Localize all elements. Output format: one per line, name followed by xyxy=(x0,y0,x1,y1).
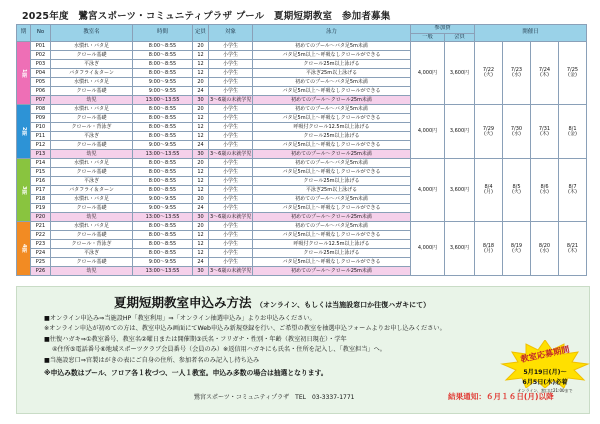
date-weekday: (火) xyxy=(484,130,493,137)
date-weekday: (木) xyxy=(568,189,577,195)
class-aim: 初めてのプール〜バタ足5m未満 xyxy=(253,159,411,168)
class-date xyxy=(559,42,587,105)
class-number: P26 xyxy=(31,267,51,276)
class-number: P24 xyxy=(31,249,51,258)
fee-member: 3,600円 xyxy=(445,222,475,276)
class-time: 13:00〜13:55 xyxy=(133,150,193,159)
header-fee-member: 会員 xyxy=(445,34,475,42)
header-aim: 泳力 xyxy=(253,25,411,42)
class-number: P04 xyxy=(31,69,51,78)
class-time: 9:00〜9:55 xyxy=(133,204,193,213)
class-aim: 初めてのプール〜クロール25m未満 xyxy=(253,150,411,159)
class-number: P10 xyxy=(31,123,51,132)
class-number: P14 xyxy=(31,159,51,168)
badge-end: 6月5日(木)必着 xyxy=(522,379,568,386)
date-day: 8/18 xyxy=(482,242,495,249)
class-number: P05 xyxy=(31,78,51,87)
header-target: 対象 xyxy=(209,25,253,42)
application-online-note: ※オンライン申込が初めての方は、教室申込み画面にてWeb申込み新規登録を行い、ご希望の教室を抽選申込フォームよりお申し込みください。 xyxy=(44,325,446,332)
application-postcard-detail: ④住所⑤電話番号⑥地域スポーツクラブ会員番号（会員のみ）※返信用ハガキにも氏名・住所を記入し、「教室担当」へ。 xyxy=(52,346,386,353)
date-day: 7/24 xyxy=(538,67,551,73)
application-counter: ■当施設窓口⇒官製はがきの表にご自身の住所、参加者名のみ記入し持ち込み xyxy=(44,357,260,364)
class-target: 小学生 xyxy=(209,195,253,204)
class-target: 小学生 xyxy=(209,105,253,114)
class-time: 8:00〜8:55 xyxy=(133,249,193,258)
class-capacity: 12 xyxy=(193,177,209,186)
class-date xyxy=(559,222,587,276)
date-day: 7/23 xyxy=(510,67,523,73)
date-day: 8/5 xyxy=(512,184,521,190)
class-date xyxy=(559,159,587,222)
date-day: 8/19 xyxy=(510,242,523,249)
date-weekday: (火) xyxy=(512,247,521,254)
class-name: 水慣れ・バタ足 xyxy=(51,159,133,168)
schedule-table xyxy=(16,24,587,276)
header-no: No xyxy=(31,25,51,42)
class-target: 小学生 xyxy=(209,249,253,258)
class-time: 8:00〜8:55 xyxy=(133,114,193,123)
class-capacity: 12 xyxy=(193,132,209,141)
class-aim: 初めてのプール〜バタ足5m未満 xyxy=(253,42,411,51)
class-target: 小学生 xyxy=(209,78,253,87)
class-target: 小学生 xyxy=(209,159,253,168)
class-number: P22 xyxy=(31,231,51,240)
class-number: P06 xyxy=(31,87,51,96)
class-time: 13:00〜13:55 xyxy=(133,267,193,276)
class-capacity: 30 xyxy=(193,96,209,105)
class-capacity: 20 xyxy=(193,222,209,231)
contact-line: 鷺宮スポーツ・コミュニティプラザ TEL 03-3337-1771 xyxy=(194,394,355,401)
class-time: 9:00〜9:55 xyxy=(133,78,193,87)
class-aim: 初めてのプール〜クロール25m未満 xyxy=(253,96,411,105)
class-name: クロール基礎 xyxy=(51,141,133,150)
class-name: 幼児 xyxy=(51,267,133,276)
class-target: 小学生 xyxy=(209,141,253,150)
date-day: 7/31 xyxy=(538,125,551,132)
class-capacity: 20 xyxy=(193,105,209,114)
date-day: 7/30 xyxy=(510,125,523,132)
class-name: クロール基礎 xyxy=(51,87,133,96)
class-target: 小学生 xyxy=(209,177,253,186)
class-capacity: 12 xyxy=(193,186,209,195)
class-aim: 初めてのプール〜クロール25m未満 xyxy=(253,213,411,222)
class-aim: バタ足5m以上〜呼吸なしクロールができる xyxy=(253,231,411,240)
class-aim: 初めてのプール〜バタ足5m未満 xyxy=(253,105,411,114)
class-date xyxy=(503,159,531,222)
date-weekday: (水) xyxy=(512,130,521,137)
class-capacity: 12 xyxy=(193,231,209,240)
class-time: 8:00〜8:55 xyxy=(133,177,193,186)
class-aim: バタ足5m以上〜呼吸なしクロールができる xyxy=(253,51,411,60)
class-capacity: 30 xyxy=(193,267,209,276)
class-date xyxy=(559,105,587,159)
badge-start: 5月19日(月)〜 xyxy=(523,369,567,376)
class-capacity: 12 xyxy=(193,240,209,249)
class-number: P11 xyxy=(31,132,51,141)
class-capacity: 30 xyxy=(193,213,209,222)
class-number: P13 xyxy=(31,150,51,159)
date-weekday: (火) xyxy=(484,72,493,78)
date-weekday: (水) xyxy=(540,189,549,195)
class-time: 9:00〜9:55 xyxy=(133,195,193,204)
class-name: 水慣れ・バタ足 xyxy=(51,222,133,231)
class-capacity: 12 xyxy=(193,69,209,78)
class-number: P15 xyxy=(31,168,51,177)
date-weekday: (木) xyxy=(540,130,549,137)
class-number: P01 xyxy=(31,42,51,51)
class-date xyxy=(531,42,559,105)
class-time: 13:00〜13:55 xyxy=(133,213,193,222)
date-day: 8/20 xyxy=(538,242,551,249)
class-aim: バタ足5m以上〜呼吸なしクロールができる xyxy=(253,87,411,96)
class-name: 平泳ぎ xyxy=(51,132,133,141)
header-time: 時間 xyxy=(133,25,193,42)
class-time: 8:00〜8:55 xyxy=(133,123,193,132)
class-aim: 初めてのプール〜バタ足5m未満 xyxy=(253,222,411,231)
class-time: 9:00〜9:55 xyxy=(133,87,193,96)
class-name: 平泳ぎ xyxy=(51,249,133,258)
table-row xyxy=(17,105,587,114)
class-time: 8:00〜8:55 xyxy=(133,159,193,168)
class-number: P25 xyxy=(31,258,51,267)
class-number: P20 xyxy=(31,213,51,222)
application-online: ■オンライン申込み⇒当施設HP「教室利用」⇒「オンライン抽選申込み」よりお申込みください。 xyxy=(44,315,316,322)
class-name: クロール基礎 xyxy=(51,114,133,123)
class-date xyxy=(475,105,503,159)
class-time: 8:00〜8:55 xyxy=(133,69,193,78)
class-number: P18 xyxy=(31,195,51,204)
class-time: 8:00〜8:55 xyxy=(133,60,193,69)
date-weekday: (水) xyxy=(540,247,549,254)
class-aim: バタ足5m以上〜呼吸なしクロールができる xyxy=(253,204,411,213)
class-aim: 平泳ぎ25m以上泳げる xyxy=(253,186,411,195)
class-name: 水慣れ・バタ足 xyxy=(51,105,133,114)
fee-member: 3,600円 xyxy=(445,42,475,105)
class-capacity: 12 xyxy=(193,249,209,258)
class-aim: 初めてのプール〜バタ足5m未満 xyxy=(253,78,411,87)
class-number: P12 xyxy=(31,141,51,150)
class-number: P17 xyxy=(31,186,51,195)
class-capacity: 30 xyxy=(193,150,209,159)
class-number: P16 xyxy=(31,177,51,186)
class-time: 9:00〜9:55 xyxy=(133,258,193,267)
fee-general: 4,000円 xyxy=(411,105,445,159)
class-target: 小学生 xyxy=(209,240,253,249)
class-number: P03 xyxy=(31,60,51,69)
date-weekday: (火) xyxy=(512,189,521,195)
fee-member: 3,600円 xyxy=(445,159,475,222)
date-weekday: (金) xyxy=(568,72,577,78)
class-target: 小学生 xyxy=(209,123,253,132)
class-target: 小学生 xyxy=(209,258,253,267)
class-date xyxy=(503,105,531,159)
class-target: 小学生 xyxy=(209,51,253,60)
class-target: 小学生 xyxy=(209,114,253,123)
header-name: 教室名 xyxy=(51,25,133,42)
class-date xyxy=(503,222,531,276)
class-aim: バタ足5m以上〜呼吸なしクロールができる xyxy=(253,141,411,150)
class-target: 小学生 xyxy=(209,168,253,177)
class-target: 小学生 xyxy=(209,231,253,240)
class-name: 水慣れ・バタ足 xyxy=(51,195,133,204)
date-day: 8/21 xyxy=(566,242,579,249)
date-day: 8/4 xyxy=(484,184,493,190)
class-target: 小学生 xyxy=(209,132,253,141)
class-name: バタフライ＆ターン xyxy=(51,69,133,78)
application-period-badge xyxy=(502,344,588,394)
class-name: クロール基礎 xyxy=(51,258,133,267)
class-date xyxy=(531,105,559,159)
class-aim: バタ足5m以上〜呼吸なしクロールができる xyxy=(253,114,411,123)
class-aim: 呼吸付クロール12.5m以上泳げる xyxy=(253,123,411,132)
class-number: P21 xyxy=(31,222,51,231)
class-name: 水慣れ・バタ足 xyxy=(51,78,133,87)
fee-general: 4,000円 xyxy=(411,42,445,105)
class-target: 小学生 xyxy=(209,204,253,213)
class-capacity: 20 xyxy=(193,78,209,87)
application-limit-note: ※申込み数はプール、フロア各１枚づつ、一人１教室。申込み多数の場合は抽選となります。 xyxy=(44,369,328,377)
date-weekday: (木) xyxy=(540,72,549,78)
date-weekday: (木) xyxy=(568,247,577,254)
class-target: 小学生 xyxy=(209,186,253,195)
header-period: 期 xyxy=(17,25,31,42)
class-name: クロール基礎 xyxy=(51,168,133,177)
class-capacity: 12 xyxy=(193,114,209,123)
period-label: 1期 xyxy=(17,42,31,105)
fee-general: 4,000円 xyxy=(411,159,445,222)
class-capacity: 24 xyxy=(193,87,209,96)
class-time: 8:00〜8:55 xyxy=(133,105,193,114)
class-name: 幼児 xyxy=(51,150,133,159)
date-weekday: (金) xyxy=(568,130,577,137)
class-target: 3〜6歳の未就学児 xyxy=(210,96,252,103)
class-time: 13:00〜13:55 xyxy=(133,96,193,105)
date-day: 7/29 xyxy=(482,125,495,132)
class-date xyxy=(475,222,503,276)
class-capacity: 12 xyxy=(193,123,209,132)
class-name: クロール・背泳ぎ xyxy=(51,123,133,132)
class-aim: クロール25m以上泳げる xyxy=(253,249,411,258)
class-name: 幼児 xyxy=(51,96,133,105)
fee-general: 4,000円 xyxy=(411,222,445,276)
class-capacity: 24 xyxy=(193,141,209,150)
period-label: 3期 xyxy=(17,159,31,222)
result-notice: 結果通知：６月１６日(月)以降 xyxy=(448,392,554,401)
application-subtitle: （オンライン、もしくは当施設窓口か往復ハガキにて） xyxy=(255,301,431,309)
class-aim: バタ足5m以上〜呼吸なしクロールができる xyxy=(253,258,411,267)
class-target: 小学生 xyxy=(209,60,253,69)
class-time: 8:00〜8:55 xyxy=(133,231,193,240)
class-time: 8:00〜8:55 xyxy=(133,42,193,51)
application-title: 夏期短期教室申込み方法 （オンライン、もしくは当施設窓口か往復ハガキにて） xyxy=(114,295,431,310)
class-capacity: 12 xyxy=(193,51,209,60)
header-fee: 参加費 xyxy=(411,25,475,34)
header-dates: 開催日 xyxy=(475,25,587,42)
date-day: 7/22 xyxy=(482,67,495,73)
class-capacity: 24 xyxy=(193,258,209,267)
class-name: 平泳ぎ xyxy=(51,60,133,69)
class-time: 8:00〜8:55 xyxy=(133,168,193,177)
class-name: クロール基礎 xyxy=(51,204,133,213)
class-target: 小学生 xyxy=(209,42,253,51)
date-weekday: (月) xyxy=(484,247,493,254)
class-number: P02 xyxy=(31,51,51,60)
class-name: 平泳ぎ xyxy=(51,177,133,186)
class-number: P23 xyxy=(31,240,51,249)
class-aim: クロール25m以上泳げる xyxy=(253,132,411,141)
table-row xyxy=(17,159,587,168)
header-capacity: 定員 xyxy=(193,25,209,42)
class-target: 小学生 xyxy=(209,87,253,96)
class-name: 幼児 xyxy=(51,213,133,222)
date-day: 8/6 xyxy=(540,184,549,190)
class-number: P08 xyxy=(31,105,51,114)
class-aim: バタ足5m以上〜呼吸なしクロールができる xyxy=(253,168,411,177)
class-time: 9:00〜9:55 xyxy=(133,141,193,150)
class-time: 8:00〜8:55 xyxy=(133,186,193,195)
application-postcard: ■往復ハガキ⇒①教室番号、教室名②曜日または開催期③氏名・フリガナ・性別・年齢（教室初日現在）・学年 xyxy=(44,336,347,343)
class-name: バタフライ＆ターン xyxy=(51,186,133,195)
date-weekday: (月) xyxy=(484,189,493,195)
class-date xyxy=(475,159,503,222)
class-time: 8:00〜8:55 xyxy=(133,240,193,249)
class-target: 3〜6歳の未就学児 xyxy=(210,267,252,274)
period-label: 4期 xyxy=(17,222,31,276)
badge-title: 教室応募期間 xyxy=(519,343,571,365)
class-target: 小学生 xyxy=(209,69,253,78)
class-time: 8:00〜8:55 xyxy=(133,132,193,141)
fee-member: 3,600円 xyxy=(445,105,475,159)
table-row xyxy=(17,42,587,51)
page-title: 2025年度 鷺宮スポーツ・コミュニティプラザ プール 夏期短期教室 参加者募集 xyxy=(22,11,391,22)
date-day: 8/7 xyxy=(568,184,577,190)
class-name: 水慣れ・バタ足 xyxy=(51,42,133,51)
class-name: クロール基礎 xyxy=(51,231,133,240)
table-row xyxy=(17,222,587,231)
class-date xyxy=(475,42,503,105)
class-aim: クロール25m以上泳げる xyxy=(253,60,411,69)
class-aim: クロール25m以上泳げる xyxy=(253,177,411,186)
class-number: P09 xyxy=(31,114,51,123)
class-number: P19 xyxy=(31,204,51,213)
class-number: P07 xyxy=(31,96,51,105)
class-capacity: 12 xyxy=(193,60,209,69)
class-capacity: 24 xyxy=(193,204,209,213)
class-date xyxy=(503,42,531,105)
class-date xyxy=(531,222,559,276)
class-target: 小学生 xyxy=(209,222,253,231)
header-fee-general: 一般 xyxy=(411,34,445,42)
class-time: 8:00〜8:55 xyxy=(133,51,193,60)
class-target: 3〜6歳の未就学児 xyxy=(210,150,252,157)
class-time: 8:00〜8:55 xyxy=(133,222,193,231)
date-weekday: (水) xyxy=(512,72,521,78)
date-day: 8/1 xyxy=(568,125,577,132)
class-name: クロール基礎 xyxy=(51,51,133,60)
date-day: 7/25 xyxy=(566,67,579,73)
class-aim: 呼吸付クロール12.5m以上泳げる xyxy=(253,240,411,249)
class-aim: 初めてのプール〜バタ足5m未満 xyxy=(253,195,411,204)
class-date xyxy=(531,159,559,222)
class-capacity: 20 xyxy=(193,195,209,204)
class-capacity: 12 xyxy=(193,168,209,177)
badge-note: オンライン、窓口は21:00まで xyxy=(517,388,573,393)
class-capacity: 20 xyxy=(193,42,209,51)
class-aim: 平泳ぎ25m以上泳げる xyxy=(253,69,411,78)
class-capacity: 20 xyxy=(193,159,209,168)
period-label: 2期 xyxy=(17,105,31,159)
class-target: 3〜6歳の未就学児 xyxy=(210,213,252,220)
class-aim: 初めてのプール〜クロール25m未満 xyxy=(253,267,411,276)
class-name: クロール・背泳ぎ xyxy=(51,240,133,249)
